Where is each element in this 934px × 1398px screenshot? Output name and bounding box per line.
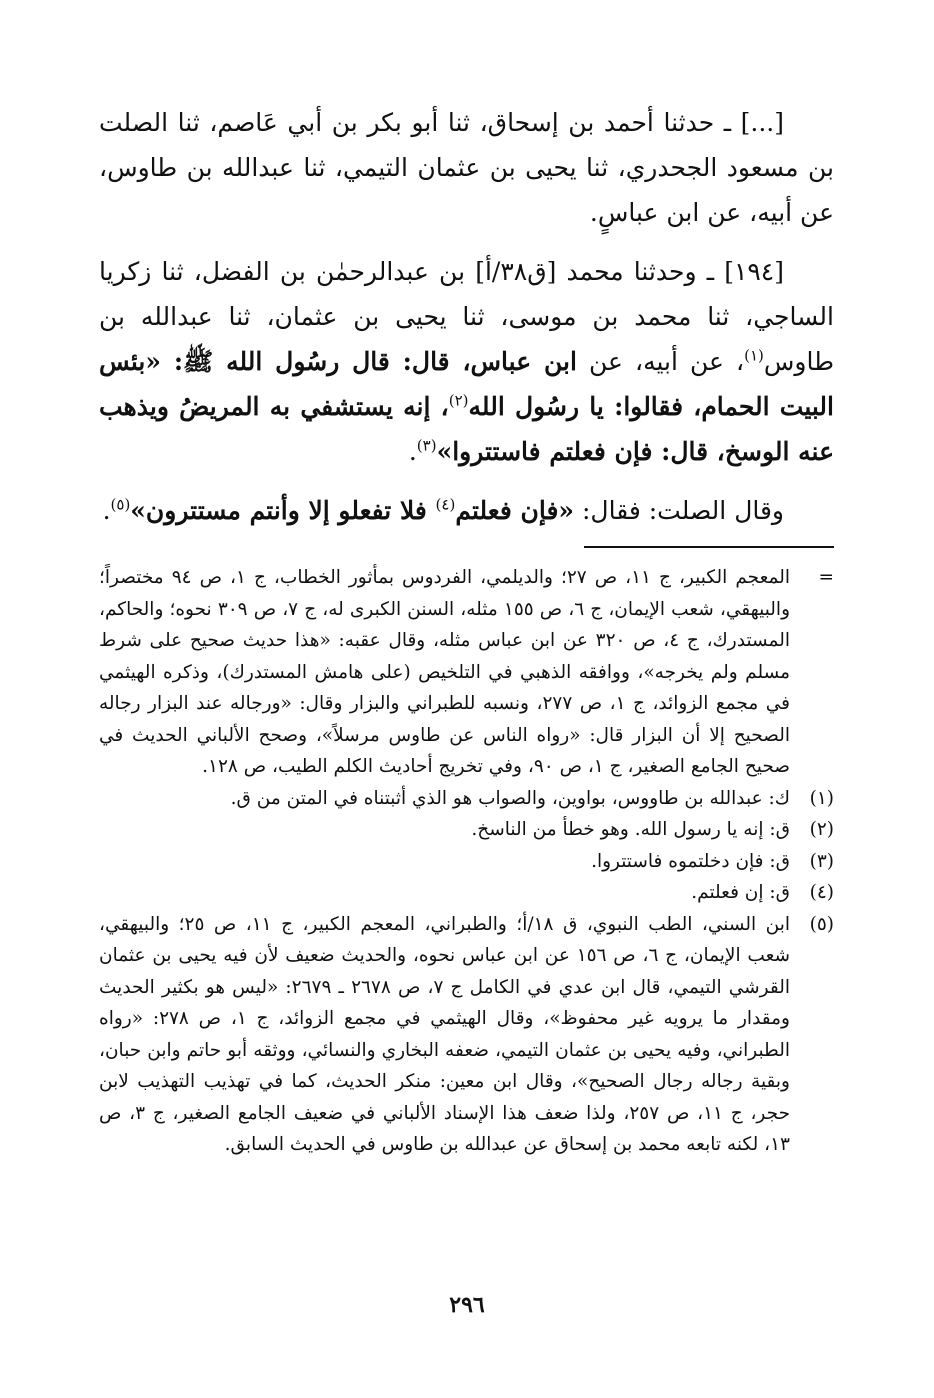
footnote-number: (٤) (809, 882, 834, 903)
footnote-2 (99, 814, 834, 846)
footnote-text: ك: عبدالله بن طاووس، بواوين، والصواب هو الذي أثبتناه في المتن من ق. (230, 787, 790, 809)
footnote-number: (٥) (809, 913, 834, 935)
footnote-ref-3[interactable]: (٣) (416, 436, 437, 455)
hadith-paragraph-194 (99, 249, 834, 474)
footnote-text: ابن السني، الطب النبوي، ق ١٨/أ؛ والطبراني، المعجم الكبير، ج ١١، ص ٢٥؛ والبيهقي، شعب الإيمان، ج ٦، ص ١٥٦ عن ابن عباس نحوه، والحديث ضعيف لأن فيه يحيى بن عثمان القرشي التيمي، قال ابن عدي في الكامل ج ٧، ص ٢٦٧٨ ـ ٢٦٧٩: «ليس هو بكثير الحديث ومقدار ما يرويه غير محفوظ»، وقال الهيثمي في مجمع الزوائد، ج ١، ص ٢٧٨: «رواه الطبراني، وفيه يحيى بن عثمان التيمي، ضعفه البخاري والنسائي، ووثقه أبو حاتم وابن حبان، وبقية رجاله رجال الصحيح»، وقال ابن معين: منكر الحديث، كما في تهذيب التهذيب لابن حجر، ج ١١، ص ٢٥٧، ولذا ضعف هذا الإسناد الألباني في ضعيف الجامع الصغير، ج ٣، ص ١٣، لكنه تابعه محمد بن إسحاق عن عبدالله بن طاوس في الحديث السابق. (99, 913, 791, 1155)
paragraph-text: [١٩٤] ـ وحدثنا محمد [ق٣٨/أ] بن عبدالرحمٰن بن الفضل، ثنا زكريا الساجي، ثنا محمد بن موسى، ثنا يحيى بن عثمان، ثنا عبدالله بن طاوس (99, 257, 834, 376)
hadith-text-bold: فلا تفعلو إلا وأنتم مستترون» (130, 496, 436, 525)
paragraph-text: ، عن أبيه، عن (576, 347, 745, 376)
hadith-paragraph-3 (99, 488, 834, 533)
footnote-4 (99, 877, 834, 909)
footnotes (99, 562, 834, 1161)
footnote-divider (584, 546, 834, 548)
footnote-text: ق: إن فعلتم. (691, 882, 790, 903)
footnote-continued (99, 562, 834, 783)
paragraph-end: . (408, 437, 417, 466)
hadith-text-bold: ، إنه يستشفي به المريضُ ويذهب عنه الوسخ، قال: فإن فعلتم فاستتروا» (99, 392, 834, 466)
footnote-1 (99, 783, 834, 815)
footnote-text: ق: إنه يا رسول الله. وهو خطأ من الناسخ. (471, 819, 790, 840)
footnote-text: المعجم الكبير، ج ١١، ص ٢٧؛ والديلمي، الفردوس بمأثور الخطاب، ج ١، ص ٩٤ مختصراً؛ والبيهقي، شعب الإيمان، ج ٦، ص ١٥٥ مثله، السنن الكبرى له، ج ٧، ص ٣٠٩ نحوه؛ والحاكم، المستدرك، ج ٤، ص ٣٢٠ عن ابن عباس مثله، وقال عقبه: «هذا حديث صحيح على شرط مسلم ولم يخرجه»، ووافقه الذهبي في التلخيص (على هامش المستدرك)، وذكره الهيثمي في مجمع الزوائد، ج ١، ص ٢٧٧، ونسبه للطبراني والبزار وقال: «ورجاله عند البزار رجاله الصحيح إلا أن البزار قال: «رواه الناس عن طاوس مرسلاً»، وصحح الألباني الحديث في صحيح الجامع الصغير، ج ١، ص ٩٠، وفي تخريج أحاديث الكلم الطيب، ص ١٢٨. (99, 567, 790, 777)
footnote-number: (١) (809, 787, 834, 809)
footnote-ref-2[interactable]: (٢) (448, 391, 469, 410)
footnote-ref-4[interactable]: (٤) (435, 495, 456, 514)
footnote-text: ق: فإن دخلتموه فاستتروا. (591, 850, 790, 872)
footnote-ref-5[interactable]: (٥) (110, 495, 131, 514)
footnote-number: (٢) (809, 819, 834, 840)
main-text (99, 100, 834, 547)
paragraph-text: [...] ـ حدثنا أحمد بن إسحاق، ثنا أبو بكر بن أبي عَاصم، ثنا الصلت بن مسعود الجحدري، ثنا يحيى بن عثمان التيمي، ثنا عبدالله بن طاوس، عن أبيه، عن ابن عباسٍ. (99, 108, 834, 227)
hadith-paragraph-1 (99, 100, 834, 235)
paragraph-end: . (102, 496, 111, 525)
paragraph-text: وقال الصلت: فقال: (574, 496, 784, 525)
footnote-5 (99, 909, 834, 1161)
hadith-text-bold: ابن عباس، قال: قال رسُول الله ﷺ: «بئس البيت الحمام، فقالوا: يا رسُول الله (99, 347, 834, 421)
footnote-ref-1[interactable]: (١) (744, 346, 764, 365)
hadith-text-bold: «فإن فعلتم (455, 496, 575, 525)
page-number: ٢٩٦ (449, 1292, 485, 1318)
footnote-number: = (818, 567, 834, 588)
footnote-3 (99, 846, 834, 878)
footnote-number: (٣) (809, 850, 834, 872)
